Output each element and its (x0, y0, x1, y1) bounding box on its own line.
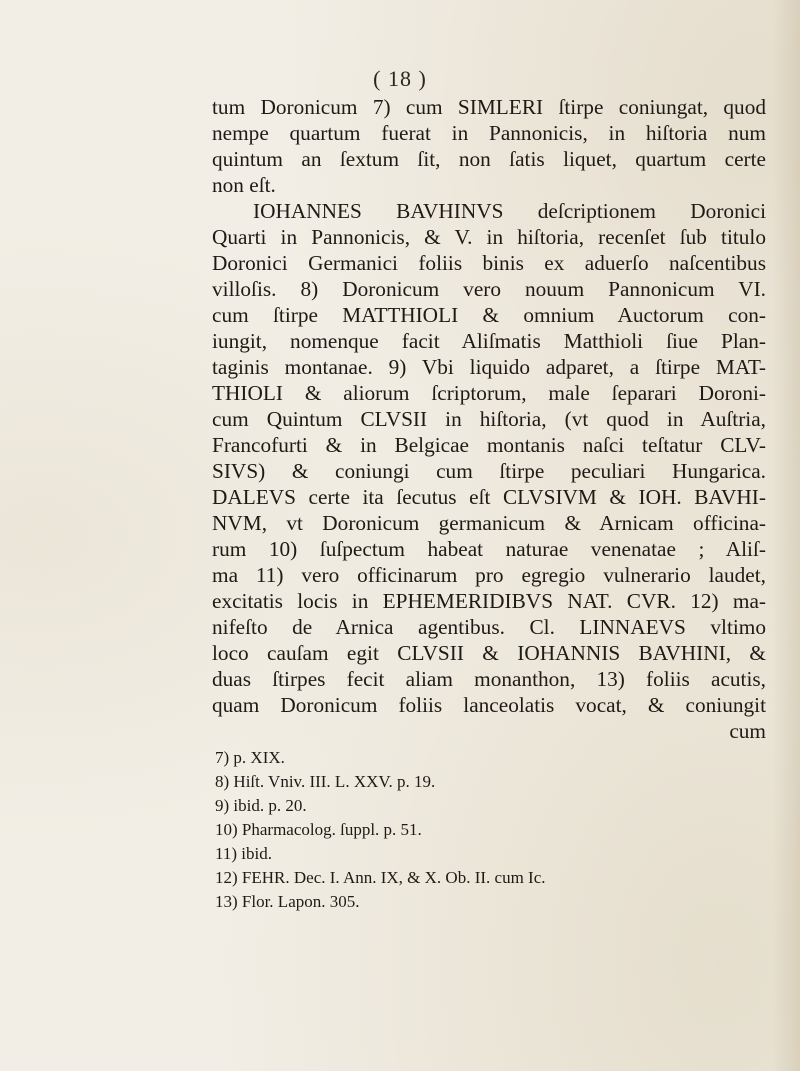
footnote: 7) p. XIX. (215, 748, 285, 767)
text-line: THIOLI & aliorum ſcriptorum, male ſeparari Doroni- (212, 381, 766, 405)
text-line: loco cauſam egit CLVSII & IOHANNIS BAVHINI, & (212, 641, 766, 665)
text-line: Doronici Germanici foliis binis ex aduerſo naſcentibus (212, 251, 766, 275)
text-line: ma 11) vero officinarum pro egregio vulnerario laudet, (212, 563, 766, 587)
text-line: cum ſtirpe MATTHIOLI & omnium Auctorum con- (212, 303, 766, 327)
text-line: tum Doronicum 7) cum SIMLERI ſtirpe coniungat, quod (212, 95, 766, 119)
text-line: excitatis locis in EPHEMERIDIBVS NAT. CVR. 12) ma- (212, 589, 766, 613)
text-line: non eſt. (212, 173, 276, 197)
text-line: nifeſto de Arnica agentibus. Cl. LINNAEVS vltimo (212, 615, 766, 639)
footnote: 8) Hiſt. Vniv. III. L. XXV. p. 19. (215, 772, 436, 791)
catchword: cum (729, 719, 766, 743)
text-line: villoſis. 8) Doronicum vero nouum Pannonicum VI. (212, 277, 766, 301)
text-line: IOHANNES BAVHINVS deſcriptionem Doronici (253, 199, 766, 223)
text-line: iungit, nomenque facit Aliſmatis Matthioli ſiue Plan- (212, 329, 766, 353)
text-line: Francofurti & in Belgicae montanis naſci teſtatur CLV- (212, 433, 766, 457)
text-line: quam Doronicum foliis lanceolatis vocat, & coniungit (212, 693, 766, 717)
text-line: quintum an ſextum ſit, non ſatis liquet, quartum certe (212, 147, 766, 171)
text-line: NVM, vt Doronicum germanicum & Arnicam officina- (212, 511, 766, 535)
text-line: taginis montanae. 9) Vbi liquido adparet, a ſtirpe MAT- (212, 355, 766, 379)
text-line: duas ſtirpes fecit aliam monanthon, 13) foliis acutis, (212, 667, 766, 691)
text-line: rum 10) ſuſpectum habeat naturae venenatae ; Aliſ- (212, 537, 766, 561)
footnote: 10) Pharmacolog. ſuppl. p. 51. (215, 820, 422, 839)
footnote: 9) ibid. p. 20. (215, 796, 307, 815)
text-line: SIVS) & coniungi cum ſtirpe peculiari Hungarica. (212, 459, 766, 483)
text-line: Quarti in Pannonicis, & V. in hiſtoria, recenſet ſub titulo (212, 225, 766, 249)
page-edge-shadow (772, 0, 800, 1071)
footnote: 13) Flor. Lapon. 305. (215, 892, 360, 911)
text-line: nempe quartum fuerat in Pannonicis, in hiſtoria num (212, 121, 766, 145)
footnote: 11) ibid. (215, 844, 272, 863)
text-line: DALEVS certe ita ſecutus eſt CLVSIVM & IOH. BAVHI- (212, 485, 766, 509)
text-line: cum Quintum CLVSII in hiſtoria, (vt quod in Auſtria, (212, 407, 766, 431)
page-number-header: ( 18 ) (373, 66, 427, 91)
footnote: 12) FEHR. Dec. I. Ann. IX, & X. Ob. II. cum Ic. (215, 868, 546, 887)
